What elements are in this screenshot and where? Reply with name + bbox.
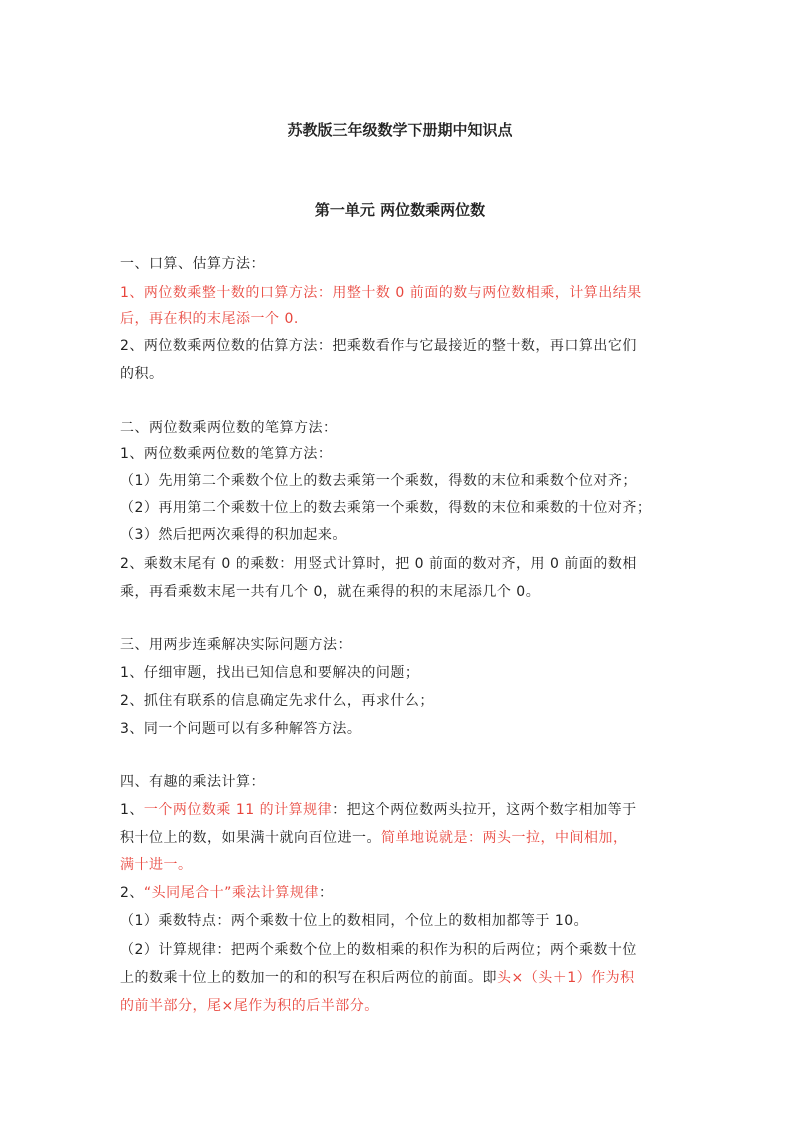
section4-item1-line2-text: 积十位上的数，如果满十就向百位进一。 [120, 830, 381, 846]
section4-item2-point2-line3: 的前半部分，尾×尾作为积的后半部分。 [120, 998, 379, 1014]
section4-item1-line2 [120, 826, 690, 850]
section1-item1-line1: 1、两位数乘整十数的口算方法：用整十数 0 前面的数与两位数相乘，计算出结果 [120, 285, 642, 301]
section4-item2-rule-name: “头同尾合十”乘法计算规律 [143, 885, 319, 901]
section4-item2-point2-text: 上的数乘十位上的数加一的和的积写在积后两位的前面。即 [120, 970, 497, 986]
section3-item3: 3、同一个问题可以有多种解答方法。 [120, 721, 362, 737]
section4-item1-rest: ：把这个两位数两头拉开，这两个数字相加等于 [332, 802, 637, 818]
section4-item1-line1 [120, 798, 690, 822]
section2-heading: 二、两位数乘两位数的笔算方法： [120, 420, 338, 436]
section1-item2-line2: 的积。 [120, 366, 164, 382]
section4-heading: 四、有趣的乘法计算： [120, 774, 265, 790]
document-title: 苏教版三年级数学下册期中知识点 [287, 121, 513, 139]
section4-item2-point2-line2 [120, 966, 690, 990]
section4-item2-point2-line1: （2）计算规律：把两个乘数个位上的数相乘的积作为积的后两位；两个乘数十位 [120, 942, 637, 958]
section4-item1-summary: 简单地说就是：两头一拉，中间相加， [381, 830, 628, 846]
section4-item2-point2-formula: 头×（头＋1）作为积 [497, 970, 635, 986]
section3-heading: 三、用两步连乘解决实际问题方法： [120, 637, 352, 653]
section1-heading: 一、口算、估算方法： [120, 256, 265, 272]
section2-step3: （3）然后把两次乘得的积加起来。 [120, 527, 347, 543]
section3-item1: 1、仔细审题，找出已知信息和要解决的问题； [120, 665, 420, 681]
section2-item2-line1: 2、乘数末尾有 0 的乘数：用竖式计算时，把 0 前面的数对齐，用 0 前面的数相 [120, 556, 637, 572]
section4-item2-point1: （1）乘数特点：两个乘数十位上的数相同，个位上的数相加都等于 10。 [120, 913, 589, 929]
section4-item2-suffix: ： [318, 885, 334, 901]
section2-item2-line2: 乘，再看乘数末尾一共有几个 0，就在乘得的积的末尾添几个 0。 [120, 584, 541, 600]
section2-step2: （2）再用第二个乘数十位上的数去乘第一个乘数，得数的末位和乘数的十位对齐； [120, 500, 652, 516]
section4-item1-line3: 满十进一。 [120, 857, 193, 873]
section4-item2-line1 [120, 881, 690, 905]
section1-item1-line2: 后，再在积的末尾添一个 0. [120, 311, 299, 327]
section3-item2: 2、抓住有联系的信息确定先求什么，再求什么； [120, 693, 434, 709]
section2-item1: 1、两位数乘两位数的笔算方法： [120, 446, 333, 462]
unit-title: 第一单元 两位数乘两位数 [314, 201, 486, 219]
section1-item2-line1: 2、两位数乘两位数的估算方法：把乘数看作与它最接近的整十数，再口算出它们 [120, 338, 637, 354]
section4-item1-rule-name: 一个两位数乘 11 的计算规律 [143, 802, 333, 818]
section4-item1-prefix: 1、 [120, 802, 144, 818]
section2-step1: （1）先用第二个乘数个位上的数去乘第一个乘数，得数的末位和乘数个位对齐； [120, 473, 637, 489]
section4-item2-prefix: 2、 [120, 885, 144, 901]
